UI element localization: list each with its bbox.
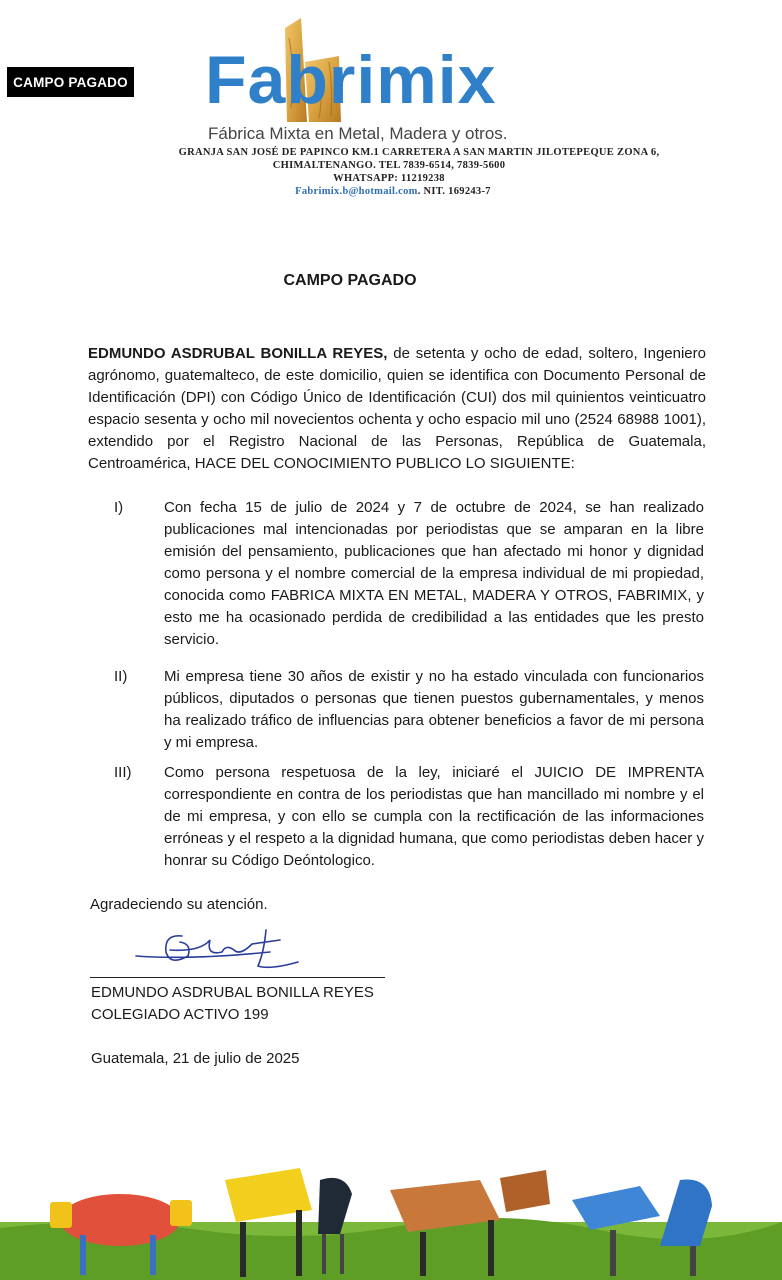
place-and-date: Guatemala, 21 de julio de 2025 (91, 1050, 300, 1067)
red-table (60, 1194, 180, 1246)
declarant-name: EDMUNDO ASDRUBAL BONILLA REYES, (88, 345, 388, 362)
company-email[interactable]: Fabrimix.b@hotmail.com (295, 186, 418, 197)
item-number: I) (114, 499, 124, 516)
signature-line (90, 977, 385, 978)
document-title: CAMPO PAGADO (283, 272, 417, 289)
closing-line: Agradeciendo su atención. (90, 896, 268, 913)
furniture-footer-illustration (0, 1150, 782, 1280)
item-number: II) (114, 668, 128, 685)
email-nit-line (2, 186, 782, 197)
signer-name: EDMUNDO ASDRUBAL BONILLA REYES (91, 984, 374, 1001)
company-tagline: Fábrica Mixta en Metal, Madera y otros. (208, 124, 508, 143)
address-line-2: CHIMALTENANGO. TEL 7839-6514, 7839-5600 (272, 160, 506, 171)
item-text: Mi empresa tiene 30 años de existir y no ha estado vinculada con funcionarios públicos, diputados o personas que tienen puestos gubernamentales, y menos ha realizado tráfico de influencias para obtener beneficios a favor de mi persona y mi empresa. (164, 668, 704, 751)
campo-pagado-badge: CAMPO PAGADO (7, 67, 134, 97)
address-line-1: GRANJA SAN JOSÉ DE PAPINCO KM.1 CARRETERA A SAN MARTIN JILOTEPEQUE ZONA 6, (178, 147, 660, 158)
item-text: Como persona respetuosa de la ley, iniciaré el JUICIO DE IMPRENTA correspondiente en contra de los periodistas que han mancillado mi nombre y el de mi empresa, y con ello se cumpla con la rectificación de las informaciones erróneas y el respeto a la dignidad humana, que como periodistas deben hacer y honrar su Código Deóntologico. (164, 764, 704, 869)
logo-wordmark: Fabrimix (205, 42, 497, 118)
whatsapp-line: WHATSAPP: 11219238 (333, 173, 445, 184)
company-nit: . NIT. 169243-7 (417, 186, 491, 197)
handwritten-signature (130, 922, 300, 978)
item-text: Con fecha 15 de julio de 2024 y 7 de octubre de 2024, se han realizado publicaciones mal intencionadas por periodistas que se amparan en la libre emisión del pensamiento, publicaciones que han afectado mi honor y dignidad como persona y el nombre comercial de la empresa individual de mi propiedad, conocida como FABRICA MIXTA EN METAL, MADERA Y OTROS, FABRIMIX, y esto me ha ocasionado perdida de credibilidad a las entidades que les presto servicio. (164, 499, 704, 648)
item-number: III) (114, 764, 132, 781)
intro-text: de setenta y ocho de edad, soltero, Ingeniero agrónomo, guatemalteco, de este domicilio, quien se identifica con Documento Personal de Identificación (DPI) con Código Único de Identificación (CUI) dos mil quinientos veinticuatro espacio sesenta y ocho mil novecientos ochenta y ocho espacio mil uno (2524 68988 1001), extendido por el Registro Nacional de las Personas, República de Guatemala, Centroamérica, HACE DEL CONOCIMIENTO PUBLICO LO SIGUIENTE: (88, 345, 706, 472)
signer-credential: COLEGIADO ACTIVO 199 (91, 1006, 269, 1023)
intro-paragraph (88, 343, 706, 475)
fabrimix-logo (205, 18, 535, 122)
